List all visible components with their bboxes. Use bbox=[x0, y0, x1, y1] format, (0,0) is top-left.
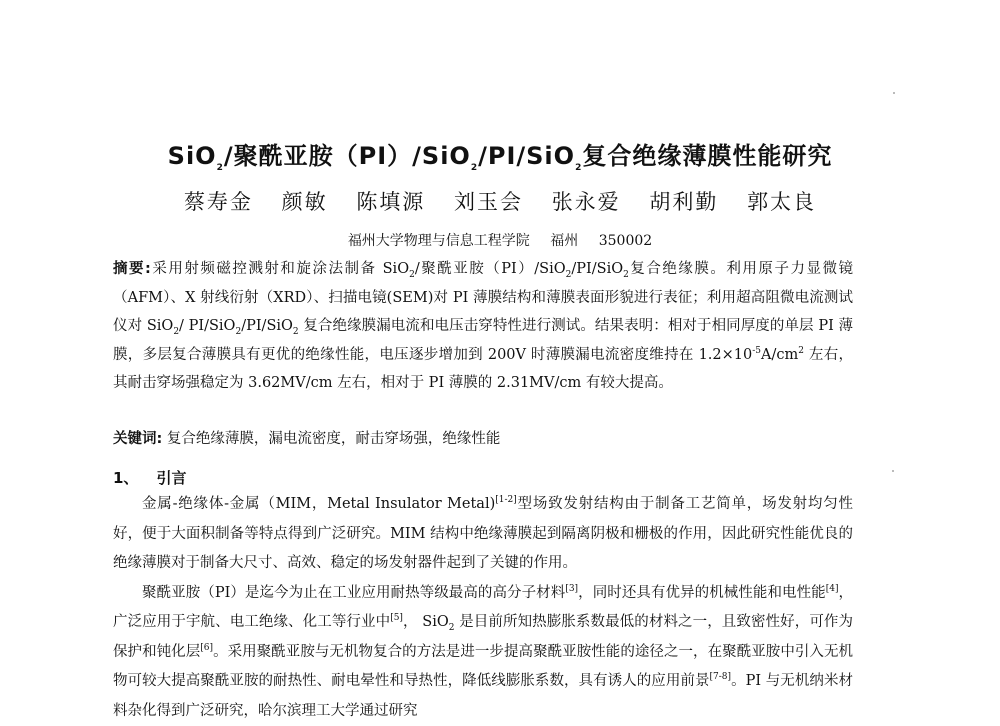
author-name: 胡利勤 bbox=[649, 190, 718, 214]
paragraph bbox=[113, 490, 853, 579]
abstract-label: 摘要: bbox=[113, 261, 151, 277]
citation: [7-8] bbox=[710, 672, 732, 682]
paragraph-text: ， SiO bbox=[403, 614, 449, 630]
abstract-text: 复合绝缘膜漏电流和电压击穿特性进行测试。结果表明：相对于相同厚度的单层 PI 薄膜，多层复合薄膜具有更优的绝缘性能，电压逐步增加到 200V 时薄膜漏电流密度维持在 1.2×10 bbox=[113, 318, 853, 363]
paragraph bbox=[113, 579, 853, 726]
subscript: 2 bbox=[409, 270, 415, 280]
abstract-text: /PI/SiO bbox=[571, 261, 623, 277]
section-title: 引言 bbox=[156, 469, 186, 487]
author-name: 蔡寿金 bbox=[184, 190, 253, 214]
paragraph-text: ，广泛应用于宇航、电工绝缘、化工等行业中 bbox=[113, 585, 853, 631]
paragraph-text: 型场致发射结构由于制备工艺简单，场发射均匀性好，便于大面积制备等特点得到广泛研究。MIM 结构中绝缘薄膜起到隔离阴极和栅极的作用，因此研究性能优良的绝缘薄膜对于制备大尺寸、高效、稳定的场发射器件起到了关键的作用。 bbox=[113, 496, 853, 571]
citation: [4] bbox=[826, 584, 839, 594]
subscript: 2 bbox=[623, 270, 629, 280]
subscript: 2 bbox=[566, 270, 572, 280]
author-name: 张永爱 bbox=[552, 190, 621, 214]
subscript: 2 bbox=[293, 327, 299, 337]
author-name: 郭太良 bbox=[747, 190, 816, 214]
abstract-text: / PI/SiO bbox=[179, 318, 235, 334]
title-subscript: 2 bbox=[575, 163, 582, 173]
title-part: /聚酰亚胺（PI）/SiO bbox=[224, 142, 471, 170]
author-name: 颜敏 bbox=[282, 190, 328, 214]
citation: [6] bbox=[200, 643, 213, 653]
section-number: 1、 bbox=[113, 469, 138, 487]
scan-speck bbox=[893, 92, 895, 94]
abstract-text: /聚酰亚胺（PI）/SiO bbox=[415, 261, 566, 277]
subscript: 2 bbox=[173, 327, 179, 337]
subscript: 2 bbox=[449, 623, 455, 633]
affiliation-postcode: 350002 bbox=[599, 233, 652, 249]
affiliation-city: 福州 bbox=[550, 233, 578, 249]
title-subscript: 2 bbox=[471, 163, 478, 173]
author-name: 陈填源 bbox=[356, 190, 425, 214]
citation: [1-2] bbox=[495, 495, 517, 505]
keywords bbox=[113, 427, 500, 448]
subscript: 2 bbox=[235, 327, 241, 337]
affiliation-institution: 福州大学物理与信息工程学院 bbox=[348, 233, 530, 249]
paragraph-text: 金属-绝缘体-金属（MIM，Metal Insulator Metal) bbox=[142, 496, 495, 512]
author-name: 刘玉会 bbox=[454, 190, 523, 214]
body-text bbox=[113, 490, 853, 726]
abstract-text: A/cm bbox=[761, 347, 798, 363]
citation: [3] bbox=[565, 584, 578, 594]
title-subscript: 2 bbox=[217, 163, 224, 173]
title-part: /PI/SiO bbox=[478, 142, 575, 170]
scan-speck bbox=[892, 470, 894, 472]
paragraph-text: 。PI 与无机纳米材料杂化得到广泛研究，哈尔滨理工大学通过研究 bbox=[113, 673, 853, 719]
superscript: 2 bbox=[798, 346, 804, 356]
affiliation bbox=[0, 230, 1000, 250]
abstract-text: 左右，其耐击穿场强稳定为 3.62MV/cm 左右，相对于 PI 薄膜的 2.31MV/cm 有较大提高。 bbox=[113, 347, 853, 392]
title-part: 复合绝缘薄膜性能研究 bbox=[582, 142, 832, 170]
paragraph-text: 是目前所知热膨胀系数最低的材料之一，且致密性好，可作为保护和钝化层 bbox=[113, 614, 853, 660]
citation: [5] bbox=[390, 613, 403, 623]
keywords-text: 复合绝缘薄膜，漏电流密度，耐击穿场强，绝缘性能 bbox=[162, 431, 500, 447]
abstract bbox=[113, 255, 853, 398]
superscript: -5 bbox=[752, 346, 761, 356]
abstract-text: /PI/SiO bbox=[241, 318, 293, 334]
abstract-text: 采用射频磁控溅射和旋涂法制备 SiO bbox=[151, 261, 409, 277]
paragraph-text: 。采用聚酰亚胺与无机物复合的方法是进一步提高聚酰亚胺性能的途径之一，在聚酰亚胺中引入无机物可较大提高聚酰亚胺的耐热性、耐电晕性和导热性，降低线膨胀系数，具有诱人的应用前景 bbox=[113, 644, 853, 690]
title-part: SiO bbox=[168, 142, 217, 170]
paper-title bbox=[0, 136, 1000, 171]
keywords-label: 关键词: bbox=[113, 431, 162, 447]
abstract-text: 复合绝缘膜。利用原子力显微镜（AFM）、X 射线衍射（XRD）、扫描电镜(SEM)对 PI 薄膜结构和薄膜表面形貌进行表征；利用超高阻微电流测试仪对 SiO bbox=[113, 261, 853, 334]
section-heading bbox=[113, 467, 186, 488]
paragraph-text: 聚酰亚胺（PI）是迄今为止在工业应用耐热等级最高的高分子材料 bbox=[142, 585, 565, 601]
author-list bbox=[0, 186, 1000, 216]
paragraph-text: ，同时还具有优异的机械性能和电性能 bbox=[578, 585, 826, 601]
